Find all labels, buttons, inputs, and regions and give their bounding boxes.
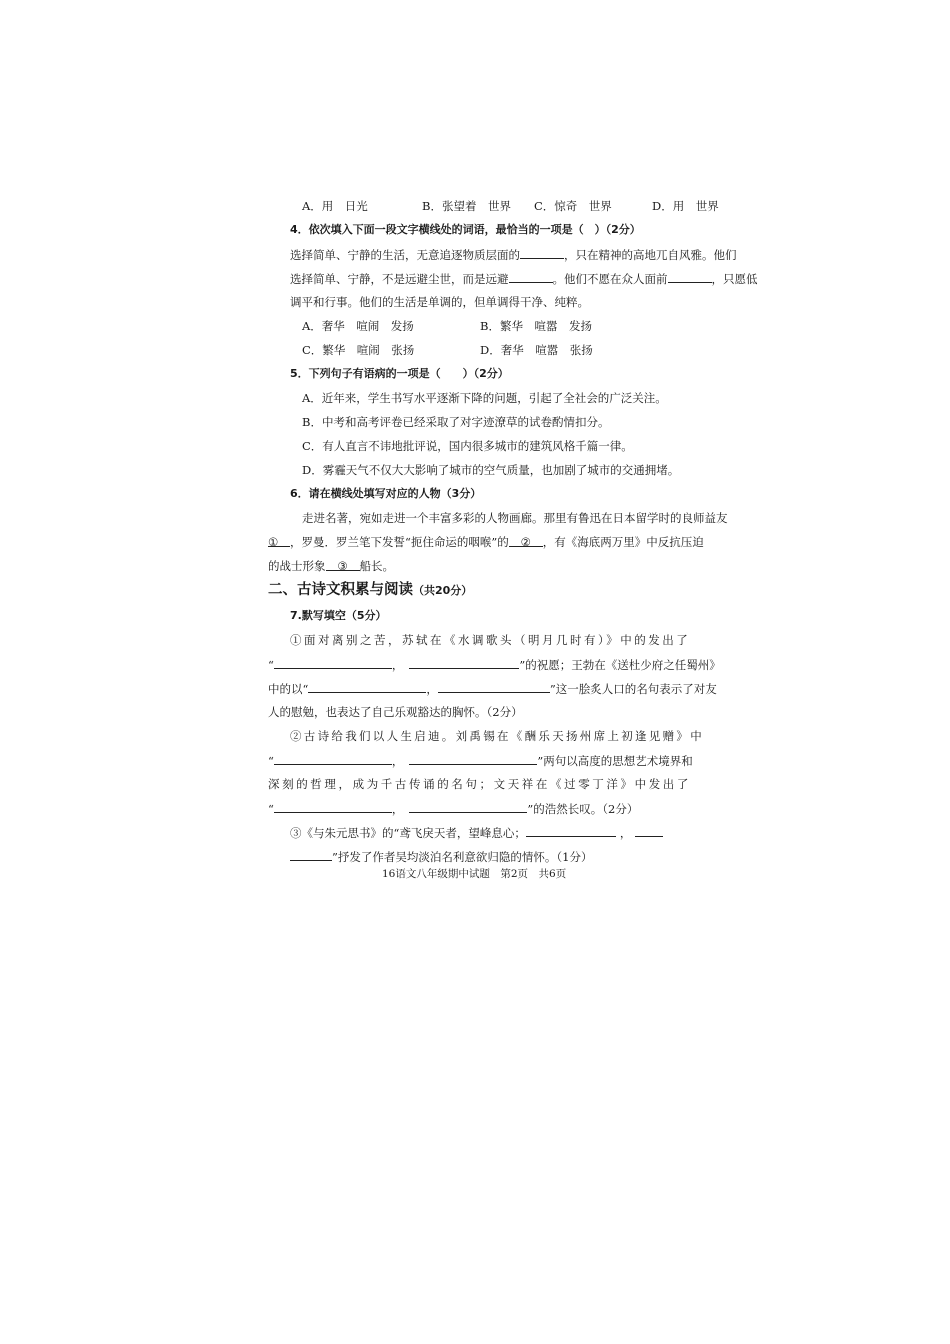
q5-stem: 5．下列句子有语病的一项是（ ）（2分） — [290, 367, 509, 380]
q7-s1-line4: 人的慰勉，也表达了自己乐观豁达的胸怀。（2分） — [268, 705, 523, 719]
q6-blank-3-num: ③ — [337, 559, 348, 573]
q5-option-a: A．近年来，学生书写水平逐渐下降的问题，引起了全社会的广泛关注。 — [302, 391, 667, 405]
q7-s1-line3 — [268, 680, 717, 697]
q6-blank-1[interactable] — [268, 534, 290, 547]
q7-s1l3a: 中的以“ — [268, 682, 309, 696]
q7-s2-line4 — [268, 800, 638, 817]
q4-p2a: 选择简单、宁静，不是远避尘世，而是远避 — [290, 272, 509, 286]
q6-line1: 走进名著，宛如走进一个丰富多彩的人物画廊。那里有鲁迅在日本留学时的良师益友 — [302, 511, 728, 525]
q4-option-b: B．繁华 喧嚣 发扬 — [480, 319, 592, 333]
q7-s1l3c: ”这一脍炙人口的名句表示了对友 — [549, 682, 717, 696]
q4-passage-line1 — [290, 246, 737, 263]
q7-s2l2a: “ — [268, 754, 274, 768]
q3-option-d: D．用 世界 — [652, 199, 719, 213]
q4-passage-line2 — [290, 270, 758, 287]
q7-blank-6[interactable] — [409, 752, 537, 765]
q3-option-b: B．张望着 世界 — [422, 199, 511, 213]
q7-s3-line1 — [290, 824, 663, 841]
q7-blank-2[interactable] — [409, 656, 519, 669]
page-footer: 16语文八年级期中试题 第2页 共6页 — [382, 868, 567, 880]
q7-blank-9[interactable] — [526, 824, 616, 837]
q4-p1a: 选择简单、宁静的生活，无意追逐物质层面的 — [290, 248, 520, 262]
q7-s3l1b: ， — [619, 826, 632, 840]
q4-p1b: ，只在精神的高地兀自风雅。他们 — [564, 248, 737, 262]
q6-p2b: ，有《海底两万里》中反抗压迫 — [542, 535, 704, 549]
q7-blank-8[interactable] — [409, 800, 527, 813]
q4-blank-1[interactable] — [520, 246, 564, 259]
q6-blank-2-num: ② — [520, 535, 531, 549]
q7-s2l2b: ， — [391, 754, 404, 768]
q7-s3-line2 — [290, 848, 592, 865]
q7-s1-line1: ①面对离别之苦，苏轼在《水调歌头（明月几时有）》中的发出了 — [290, 633, 691, 647]
q7-s1l2a: “ — [268, 658, 274, 672]
q4-stem: 4．依次填入下面一段文字横线处的词语，最恰当的一项是（ ）（2分） — [290, 223, 641, 236]
q6-line2 — [268, 534, 704, 550]
section-2-score: （共20分） — [413, 584, 473, 597]
q3-option-c: C．惊奇 世界 — [534, 199, 612, 213]
q3-option-a: A．用 日光 — [302, 199, 368, 213]
q4-p2b: 。他们不愿在众人面前 — [552, 272, 668, 286]
q7-s2-line3: 深刻的哲理，成为千古传诵的名句；文天祥在《过零丁洋》中发出了 — [268, 777, 691, 791]
q6-line3 — [268, 558, 394, 574]
q7-s1l2c: ”的祝愿；王勃在《送杜少府之任蜀州》 — [519, 658, 721, 672]
q4-blank-3[interactable] — [668, 270, 712, 283]
q4-blank-2[interactable] — [509, 270, 553, 283]
q6-blank-2[interactable] — [509, 534, 543, 547]
q7-blank-7[interactable] — [274, 800, 392, 813]
section-2-heading — [268, 580, 472, 601]
q5-option-d: D．雾霾天气不仅大大影响了城市的空气质量，也加剧了城市的交通拥堵。 — [302, 463, 680, 477]
q7-s2l4a: “ — [268, 802, 274, 816]
q7-stem: 7.默写填空（5分） — [290, 609, 387, 622]
q7-blank-10-start[interactable] — [635, 824, 663, 837]
q7-s2-line2 — [268, 752, 693, 769]
q7-s2l2c: ”两句以高度的思想艺术境界和 — [537, 754, 693, 768]
q7-s2l4b: ， — [391, 802, 404, 816]
q4-option-c: C．繁华 喧闹 张扬 — [302, 343, 415, 357]
q7-blank-1[interactable] — [274, 656, 392, 669]
q6-p2a: ，罗曼．罗兰笔下发誓“扼住命运的咽喉”的 — [290, 535, 509, 549]
q6-blank-1-num: ① — [268, 535, 279, 549]
q7-s1-line2 — [268, 656, 721, 673]
q7-blank-10-end[interactable] — [290, 848, 332, 861]
q3-options — [302, 198, 719, 214]
q7-blank-3[interactable] — [308, 680, 426, 693]
section-2-title: 二、古诗文积累与阅读 — [268, 582, 413, 598]
q7-blank-4[interactable] — [438, 680, 550, 693]
q7-s2-line1: ②古诗给我们以人生启迪。刘禹锡在《酬乐天扬州席上初逢见赠》中 — [290, 729, 704, 743]
q7-s1l3b: ， — [426, 682, 438, 696]
q5-option-b: B．中考和高考评卷已经采取了对字迹潦草的试卷酌情扣分。 — [302, 415, 610, 429]
q4-option-a: A．奢华 喧闹 发扬 — [302, 319, 414, 333]
q6-p3a: 的战士形象 — [268, 559, 326, 573]
q7-blank-5[interactable] — [274, 752, 392, 765]
q7-s2l4c: ”的浩然长叹。（2分） — [527, 802, 639, 816]
q4-p2c: ，只愿低 — [711, 272, 758, 286]
q5-option-c: C．有人直言不讳地批评说，国内很多城市的建筑风格千篇一律。 — [302, 439, 633, 453]
q7-s1l2b: ， — [391, 658, 404, 672]
q4-passage-line3: 调平和行事。他们的生活是单调的，但单调得干净、纯粹。 — [290, 295, 589, 309]
q6-stem: 6．请在横线处填写对应的人物（3分） — [290, 487, 482, 500]
q6-blank-3[interactable] — [326, 558, 360, 571]
q7-s3l1a: ③《与朱元思书》的“鸢飞戾天者，望峰息心； — [290, 826, 526, 840]
q4-option-d: D．奢华 喧嚣 张扬 — [480, 343, 593, 357]
q7-s3l2: ”抒发了作者吴均淡泊名利意欲归隐的情怀。（1分） — [332, 850, 593, 864]
q6-p3b: 船长。 — [359, 559, 394, 573]
